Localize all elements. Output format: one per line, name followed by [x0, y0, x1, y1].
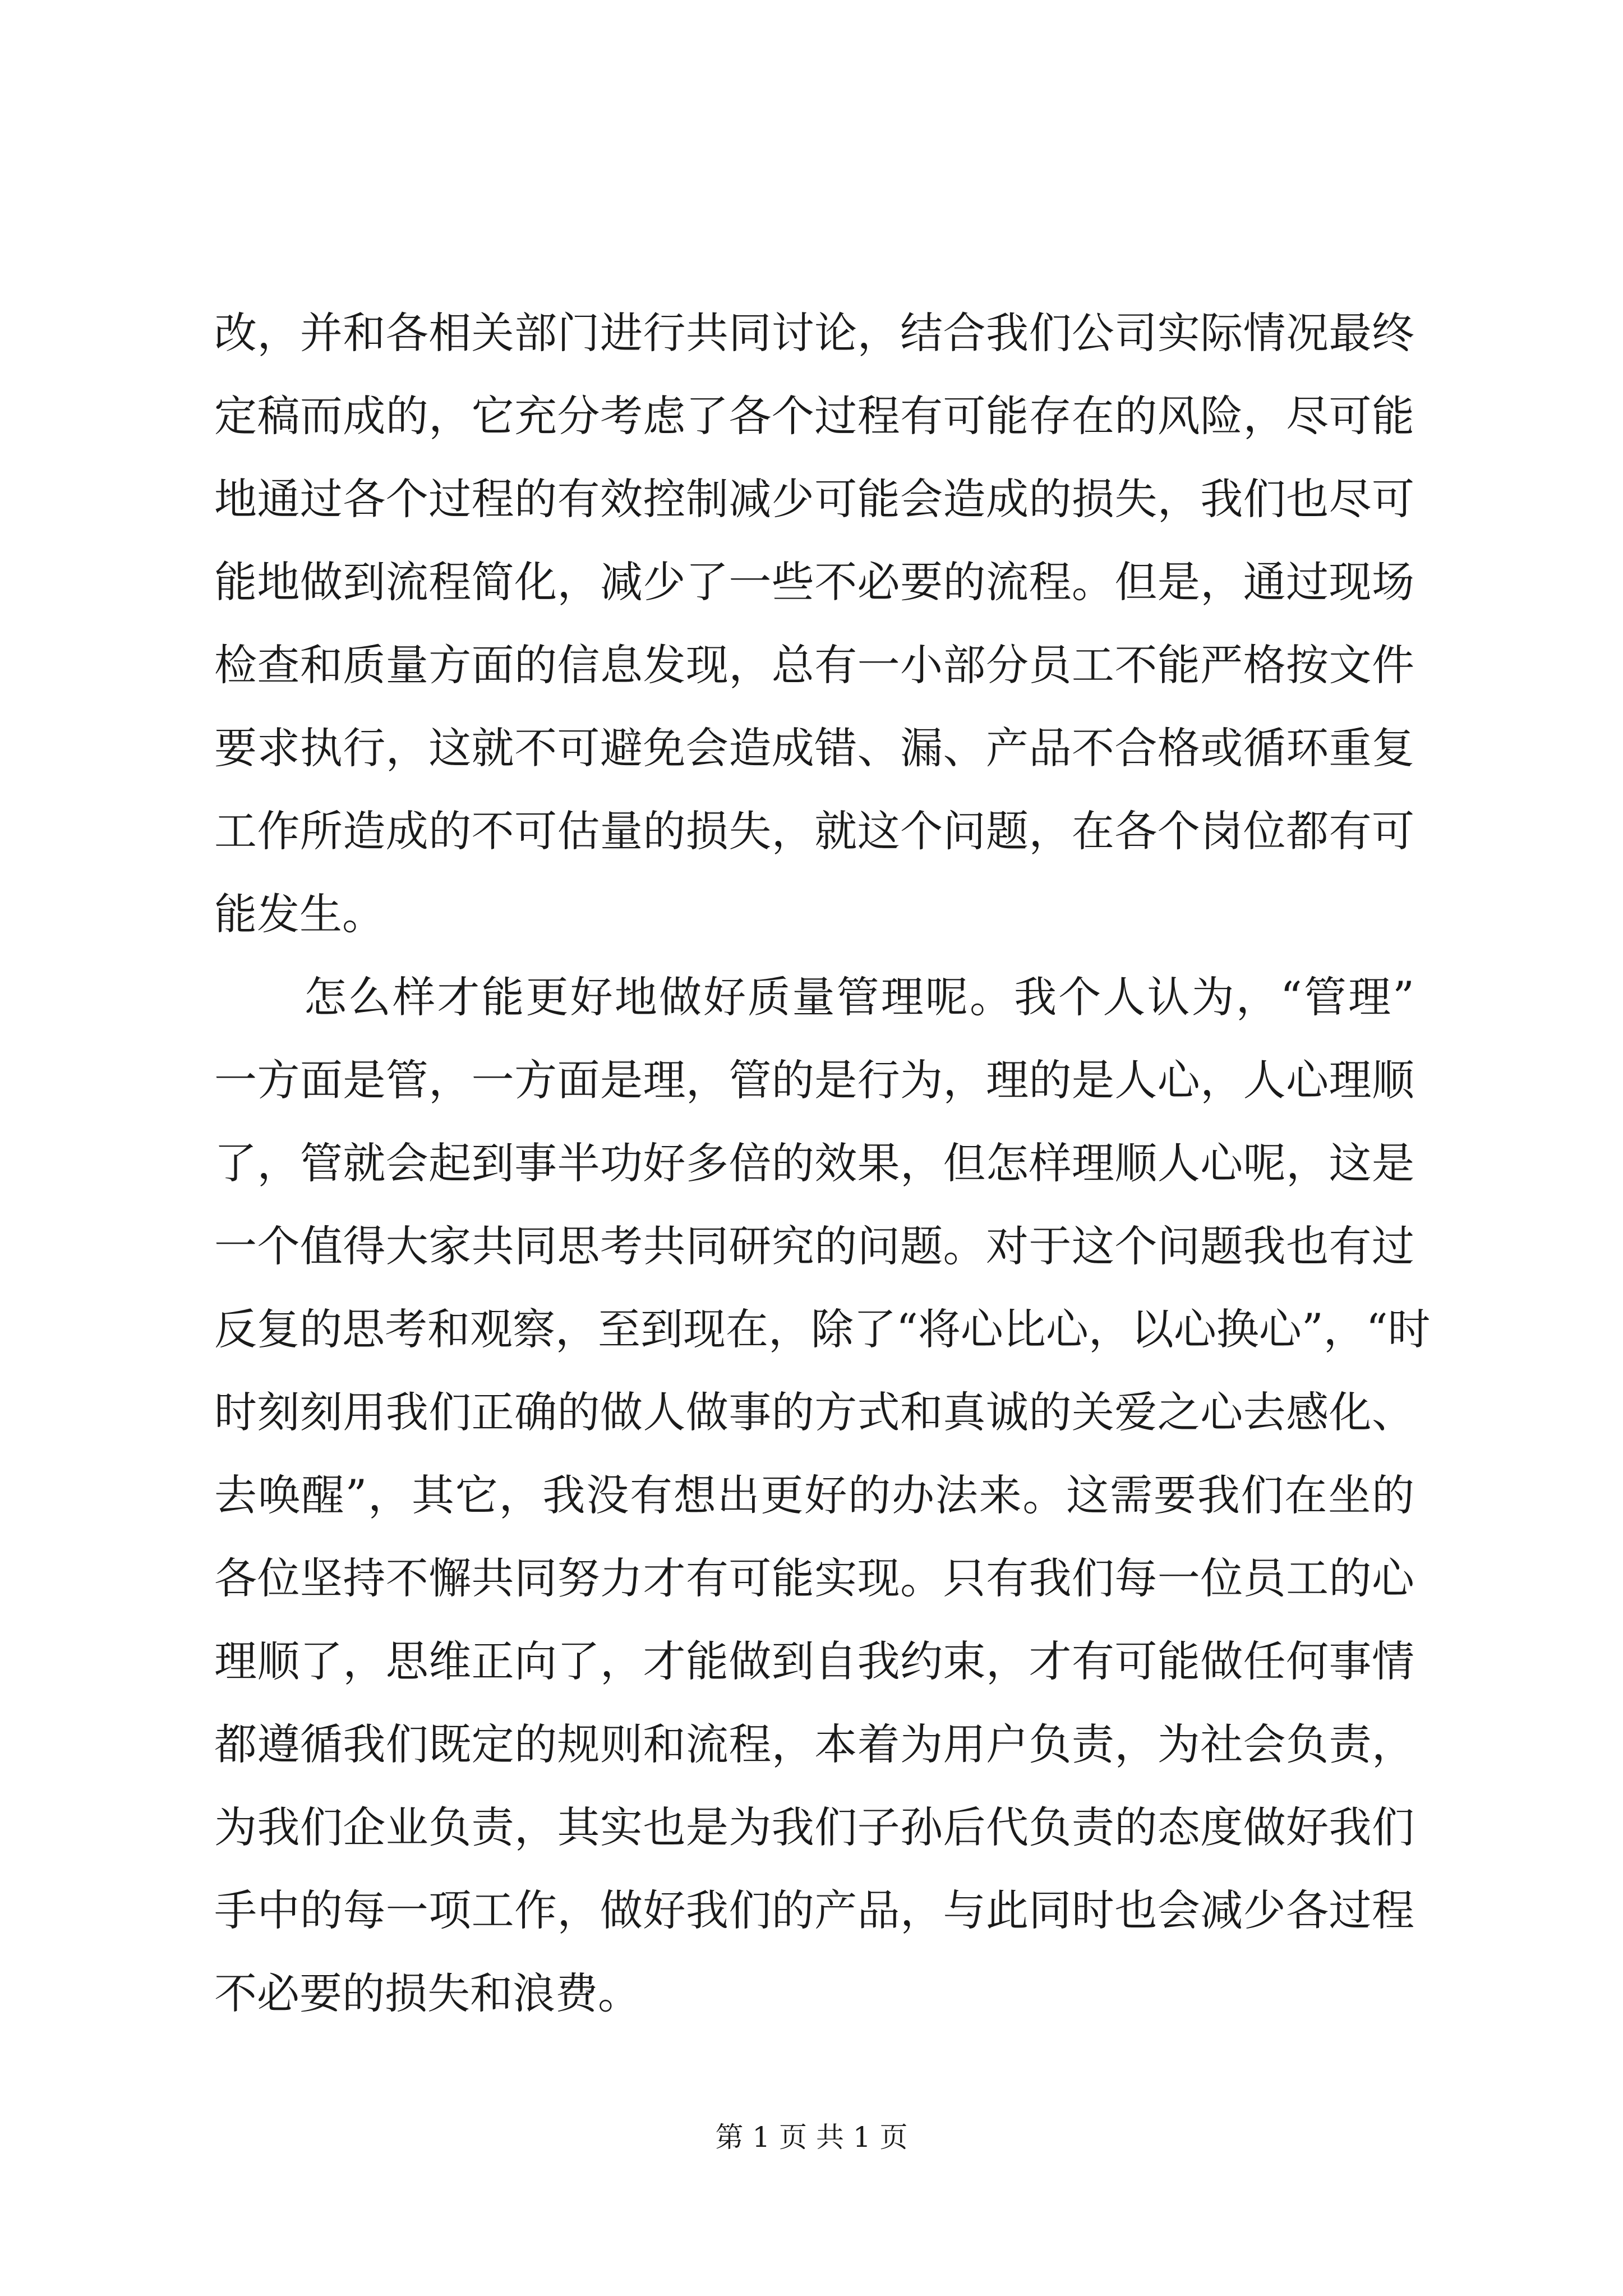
text-line: 改，并和各相关部门进行共同讨论，结合我们公司实际情况最终: [214, 308, 1414, 358]
body-text: [214, 292, 1431, 2035]
text-line: 检查和质量方面的信息发现，总有一小部分员工不能严格按文件: [214, 640, 1414, 690]
text-line: 地通过各个过程的有效控制减少可能会造成的损失，我们也尽可: [214, 474, 1414, 524]
text-line: 了，管就会起到事半功好多倍的效果，但怎样理顺人心呢，这是: [214, 1138, 1414, 1188]
text-line: 能地做到流程简化，减少了一些不必要的流程。但是，通过现场: [214, 557, 1414, 607]
text-line: 一方面是管，一方面是理，管的是行为，理的是人心，人心理顺: [214, 1055, 1414, 1105]
text-line: 为我们企业负责，其实也是为我们子孙后代负责的态度做好我们: [214, 1802, 1414, 1852]
text-line: 反复的思考和观察，至到现在，除了“将心比心，以心换心”，“时: [214, 1304, 1431, 1354]
text-line: 都遵循我们既定的规则和流程，本着为用户负责，为社会负责，: [214, 1719, 1414, 1769]
text-line: 去唤醒”，其它，我没有想出更好的办法来。这需要我们在坐的: [214, 1470, 1414, 1520]
paragraph-1: [214, 292, 1414, 956]
text-line: 理顺了，思维正向了，才能做到自我约束，才有可能做任何事情: [214, 1636, 1414, 1686]
paragraph-2: [214, 956, 1431, 2035]
text-line: 一个值得大家共同思考共同研究的问题。对于这个问题我也有过: [214, 1221, 1414, 1271]
page-number-label: 第 1 页 共 1 页: [715, 2121, 908, 2154]
page-footer: [0, 2118, 1623, 2157]
text-line: 工作所造成的不可估量的损失，就这个问题，在各个岗位都有可: [214, 806, 1414, 856]
text-line: 不必要的损失和浪费。: [214, 1968, 640, 2018]
text-line: 要求执行，这就不可避免会造成错、漏、产品不合格或循环重复: [214, 723, 1414, 773]
text-line: 怎么样才能更好地做好质量管理呢。我个人认为，“管理”: [304, 972, 1414, 1022]
text-line: 手中的每一项工作，做好我们的产品，与此同时也会减少各过程: [214, 1885, 1414, 1935]
text-line: 时刻刻用我们正确的做人做事的方式和真诚的关爱之心去感化、: [214, 1387, 1414, 1437]
text-line: 能发生。: [214, 889, 385, 939]
text-line: 定稿而成的，它充分考虑了各个过程有可能存在的风险，尽可能: [214, 391, 1414, 441]
text-line: 各位坚持不懈共同努力才有可能实现。只有我们每一位员工的心: [214, 1553, 1414, 1603]
